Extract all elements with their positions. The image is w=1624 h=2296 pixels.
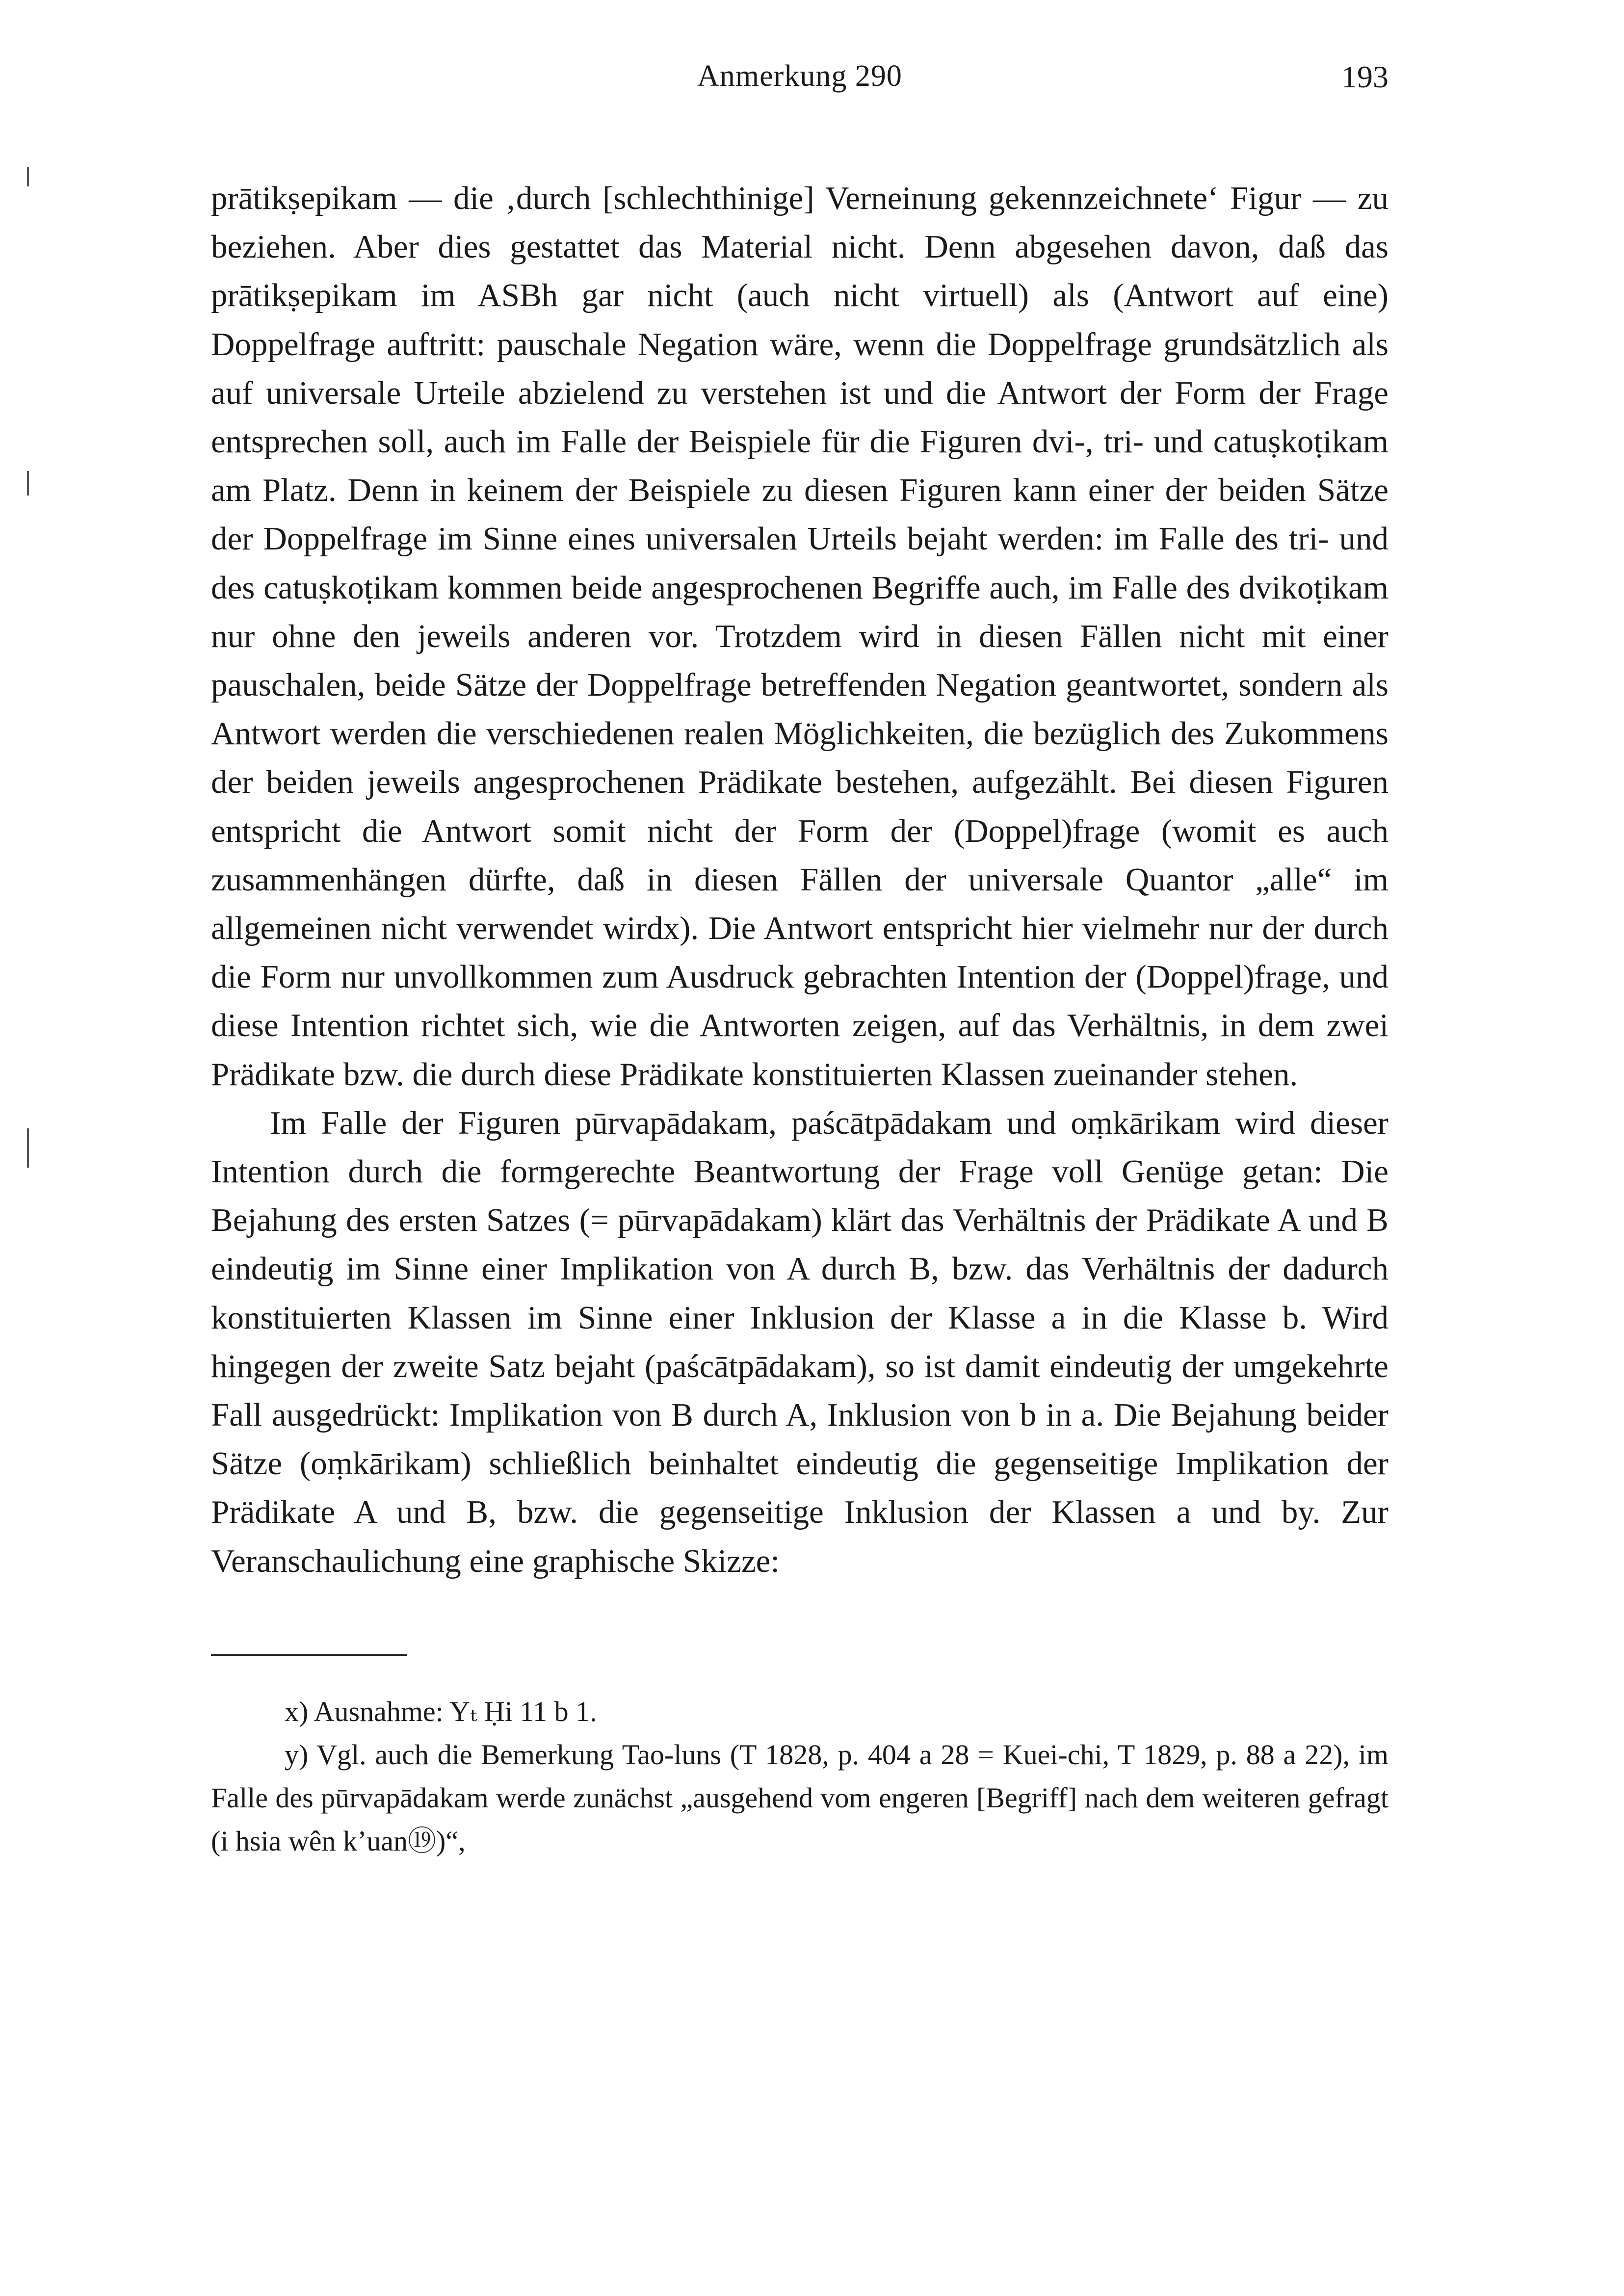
footnotes [211,1690,1388,1863]
footnote-x: x) Ausnahme: Yₜ Ḥi 11 b 1. [285,1695,597,1727]
running-title: Anmerkung 290 [697,59,902,93]
main-text [211,174,1388,1586]
footnote-y: y) Vgl. auch die Bemerkung Tao-luns (T 1828, p. 404 a 28 = Kuei-chi, T 1829, p. 88 a 22), im Falle des pūrvapādakam werde zunächst „ausgehend vom engeren [Begriff] nach dem weiteren gefragt (i hsia wên k’uan⑲)“, [211,1738,1388,1857]
margin-mark [27,167,29,186]
page [211,59,1388,1863]
page-number: 193 [1341,59,1388,94]
paragraph-1: prātikṣepikam — die ‚durch [schlechthinige] Verneinung gekennzeichnete‘ Figur — zu beziehen. Aber dies gestattet das Material nicht. Denn abgesehen davon, daß das prātikṣepikam im ASBh gar nicht (auch nicht virtuell) als (Antwort auf eine) Doppelfrage auftritt: pauschale Negation wäre, wenn die Doppelfrage grundsätzlich als auf universale Urteile abzielend zu verstehen ist und die Antwort der Form der Frage entsprechen soll, auch im Falle der Beispiele für die Figuren dvi-, tri- und catuṣkoṭikam am Platz. Denn in keinem der Beispiele zu diesen Figuren kann einer der beiden Sätze der Doppelfrage im Sinne eines universalen Urteils bejaht werden: im Falle des tri- und des catuṣkoṭikam kommen beide angesprochenen Begriffe auch, im Falle des dvikoṭikam nur ohne den jeweils anderen vor. Trotzdem wird in diesen Fällen nicht mit einer pauschalen, beide Sätze der Doppelfrage betreffenden Negation geantwortet, sondern als Antwort werden die verschiedenen realen Möglichkeiten, die bezüglich des Zukommens der beiden jeweils angesprochenen Prädikate bestehen, aufgezählt. Bei diesen Figuren entspricht die Antwort somit nicht der Form der (Doppel)frage (womit es auch zusammenhängen dürfte, daß in diesen Fällen der universale Quantor „alle“ im allgemeinen nicht verwendet wirdx). Die Antwort entspricht hier vielmehr nur der durch die Form nur unvollkommen zum Ausdruck gebrachten Intention der (Doppel)frage, und diese Intention richtet sich, wie die Antworten zeigen, auf das Verhältnis, in dem zwei Prädikate bzw. die durch diese Prädikate konstituierten Klassen zueinander stehen. [211,180,1388,1093]
paragraph-2: Im Falle der Figuren pūrvapādakam, paścātpādakam und oṃkārikam wird dieser Intention durch die formgerechte Beantwortung der Frage voll Genüge getan: Die Bejahung des ersten Satzes (= pūrvapādakam) klärt das Verhältnis der Prädikate A und B eindeutig im Sinne einer Implikation von A durch B, bzw. das Verhältnis der dadurch konstituierten Klassen im Sinne einer Inklusion der Klasse a in die Klasse b. Wird hingegen der zweite Satz bejaht (paścātpādakam), so ist damit eindeutig der umgekehrte Fall ausgedrückt: Implikation von B durch A, Inklusion von b in a. Die Bejahung beider Sätze (oṃkārikam) schließlich beinhaltet eindeutig die gegenseitige Implikation der Prädikate A und B, bzw. die gegenseitige Inklusion der Klassen a und by. Zur Veranschaulichung eine graphische Skizze: [211,1104,1388,1579]
margin-mark [27,471,29,496]
footnote-separator [211,1654,407,1656]
margin-mark [27,1128,29,1168]
running-head [211,59,1388,118]
